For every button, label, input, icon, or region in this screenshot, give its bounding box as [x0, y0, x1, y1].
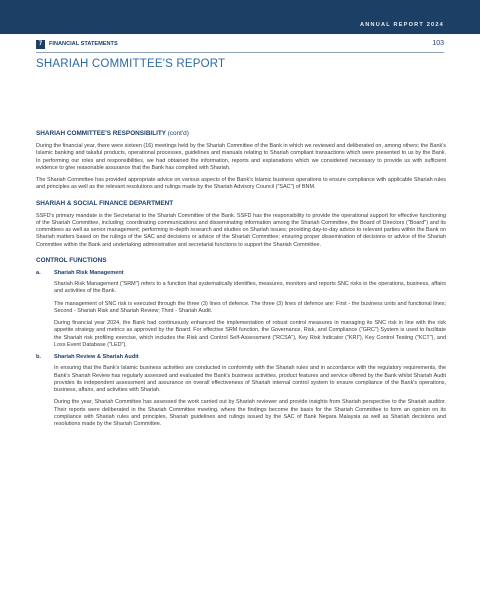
responsibility-paragraph-2: The Shariah Committee has provided appropriate advice on various aspects of the Bank's Islamic business operations to ensure compliance with applicable Shariah rules and principles as well as the relevant resolutions and rulings made by the Shariah Advisory Council ("SAC") of BNM.	[36, 177, 446, 191]
section-title: FINANCIAL STATEMENTS	[49, 41, 118, 47]
report-body	[36, 130, 446, 433]
review-audit-paragraph-2: During the year, Shariah Committee has assessed the work carried out by Shariah reviewer and provide insights from Shariah perspective to the Shariah auditor. Their reports were deliberated in the Shariah Committee meeting, where the findings become the basis for the Shariah Committee to form an opinion on its compliance with Shariah rules and principles, Shariah guidelines and rulings issued by the SAC of Bank Negara Malaysia as well as Shariah decisions and resolutions made by the Shariah Committee.	[54, 399, 446, 427]
control-functions-heading: CONTROL FUNCTIONS	[36, 256, 107, 264]
responsibility-heading-text: SHARIAH COMMITTEE'S RESPONSIBILITY	[36, 130, 166, 137]
srm-paragraph-3: During financial year 2024, the Bank had continuously enhanced the implementation of robust control measures in managing its SNC risk in line with the risk appetite strategy and metrics as approved by the Board. For effective SRM function, the Governance, Risk, and Compliance ("GRC") System is used to facilitate the Shariah risk profiling exercise, which includes the Risk and Control Self-Assessment ("RCSA"), Key Risk Indicator ("KRI"), Key Control Testing ("KCT"), and Loss Event Database ("LED").	[54, 320, 446, 348]
subsection-a-title: Shariah Risk Management	[54, 269, 124, 276]
header-divider	[36, 52, 444, 53]
section-number-badge: 7	[36, 40, 45, 49]
srm-paragraph-1: Shariah Risk Management ("SRM") refers to a function that systematically identifies, measures, monitors and reports SNC risks in the operations, business, affairs and activities of the Bank.	[54, 281, 446, 295]
section-header	[36, 40, 444, 50]
annual-report-label: ANNUAL REPORT 2024	[360, 22, 444, 28]
continued-suffix: (cont'd)	[167, 130, 189, 137]
ssfd-heading: SHARIAH & SOCIAL FINANCE DEPARTMENT	[36, 199, 174, 207]
subsection-b-content	[36, 365, 446, 428]
subsection-b-heading	[36, 354, 446, 361]
responsibility-heading	[36, 130, 446, 138]
srm-paragraph-2: The management of SNC risk is executed through the three (3) lines of defence. The three (3) lines of defence are: First - the business units and functional lines; Second - Shariah Risk and Shariah Review; Third - Shariah Audit.	[54, 300, 446, 314]
responsibility-paragraph-1: During the financial year, there were sixteen (16) meetings held by the Shariah Committee of the Bank in which we reviewed and deliberated on, among others; the Bank's Islamic banking and takaful products, operational processes, guidelines and manuals relating to Shariah compliant transactions which were presented to us by the Bank. In performing our roles and responsibilities, we had obtained the information, reports and explanations which we considered necessary to provide us with sufficient evidence to give reasonable assurance that the Bank has complied with Shariah.	[36, 143, 446, 171]
subsection-a-content	[36, 281, 446, 349]
subsection-b-title: Shariah Review & Shariah Audit	[54, 354, 139, 360]
page-number: 103	[432, 40, 444, 47]
subsection-a-letter: a.	[36, 269, 41, 276]
top-banner	[0, 0, 480, 34]
subsection-a-heading	[36, 270, 446, 277]
page-title: SHARIAH COMMITTEE'S REPORT	[36, 58, 226, 70]
subsection-b-letter: b.	[36, 354, 41, 360]
ssfd-paragraph: SSFD's primary mandate is the Secretariat to the Shariah Committee of the Bank. SSFD has the responsibility to provide the operational support for effective functioning of the Shariah Committee, including; coordinating communications and disseminating information among the Shariah Committee, the Board of Directors ("Board") and its committees as well as senior management; performing in-depth research and studies on Shariah issues; providing day-to-day advice to relevant parties within the Bank on Shariah matters based on the rulings of the SAC and decisions or advice of the Shariah Committee; ensuring proper dissemination of decisions or advice of the Shariah Committee within the Bank and undertaking administrative and secretarial functions to support the Shariah Committee.	[36, 212, 446, 248]
review-audit-paragraph-1: In ensuring that the Bank's Islamic business activities are conducted in conformity with the Shariah rules and in accordance with the regulatory requirements, the Bank's Shariah Review has regularly assessed and evaluated the Bank's business activities, product features and service offered by the Bank whilst Shariah Audit provides its independent assessment and assurance on overall effectiveness of Shariah internal control system to ensure compliance of the Bank's operations, business, affairs, and activities with Shariah.	[54, 365, 446, 393]
